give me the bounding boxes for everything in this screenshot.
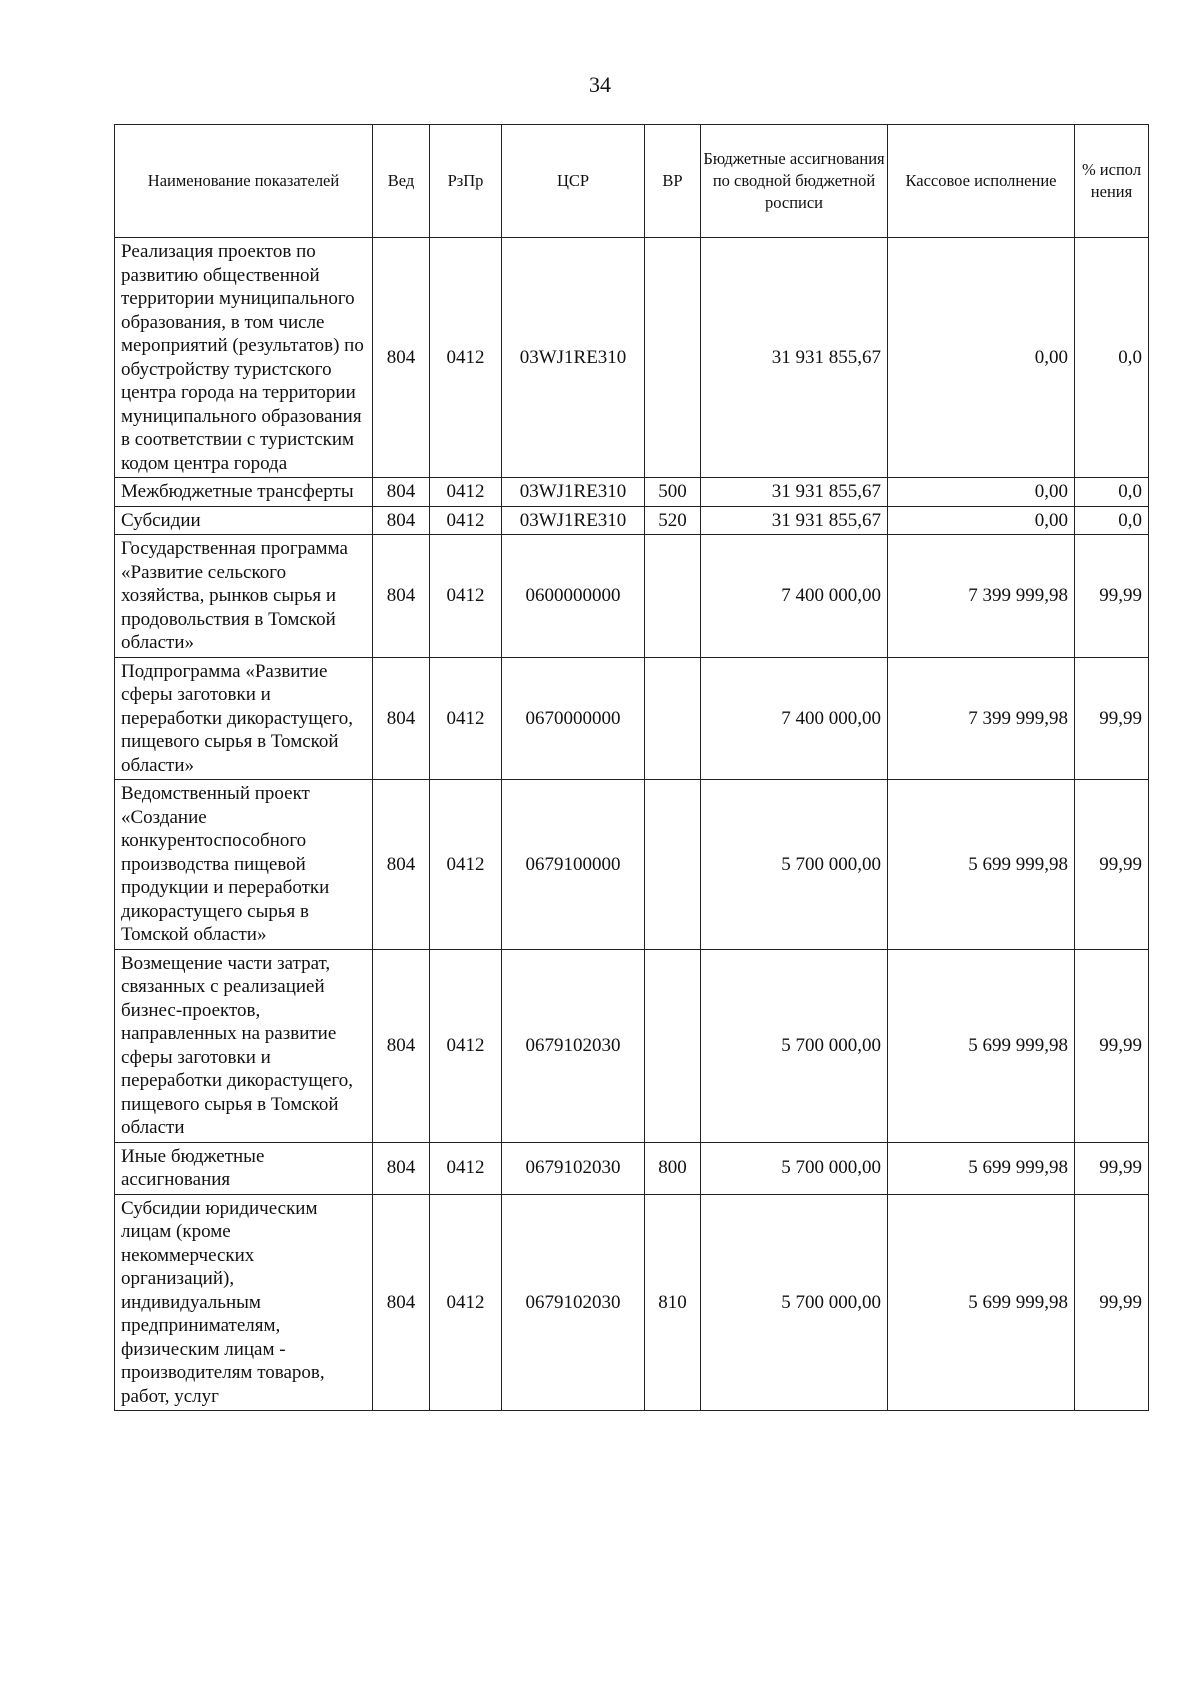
budget-amount: 7 400 000,00: [701, 657, 888, 780]
ved-code: 804: [373, 657, 430, 780]
header-vr: ВР: [645, 125, 701, 238]
vr-code: [645, 780, 701, 950]
ved-code: 804: [373, 949, 430, 1142]
table-row: [115, 780, 1149, 950]
csr-code: 03WJ1RE310: [502, 478, 645, 507]
cash-amount: 5 699 999,98: [888, 1142, 1075, 1194]
rzpr-code: 0412: [430, 535, 502, 658]
budget-execution-table: [114, 124, 1149, 1411]
execution-percent: 99,99: [1075, 1194, 1149, 1411]
table-row: [115, 657, 1149, 780]
table-row: [115, 506, 1149, 535]
cash-amount: 0,00: [888, 478, 1075, 507]
header-csr: ЦСР: [502, 125, 645, 238]
csr-code: 03WJ1RE310: [502, 238, 645, 478]
cash-amount: 5 699 999,98: [888, 949, 1075, 1142]
vr-code: [645, 657, 701, 780]
cash-amount: 5 699 999,98: [888, 780, 1075, 950]
indicator-name: Межбюджетные трансферты: [115, 478, 373, 507]
execution-percent: 99,99: [1075, 657, 1149, 780]
budget-amount: 5 700 000,00: [701, 1194, 888, 1411]
execution-percent: 99,99: [1075, 535, 1149, 658]
indicator-name: Субсидии юридическим лицам (кроме некоммерческих организаций), индивидуальным предпринимателям, физическим лицам - производителям товаров, работ, услуг: [115, 1194, 373, 1411]
budget-amount: 5 700 000,00: [701, 949, 888, 1142]
budget-amount: 7 400 000,00: [701, 535, 888, 658]
indicator-name: Подпрограмма «Развитие сферы заготовки и переработки дикорастущего, пищевого сырья в Томской области»: [115, 657, 373, 780]
cash-amount: 5 699 999,98: [888, 1194, 1075, 1411]
execution-percent: 99,99: [1075, 780, 1149, 950]
ved-code: 804: [373, 506, 430, 535]
cash-amount: 0,00: [888, 238, 1075, 478]
table-row: [115, 1142, 1149, 1194]
vr-code: [645, 949, 701, 1142]
csr-code: 03WJ1RE310: [502, 506, 645, 535]
indicator-name: Реализация проектов по развитию общественной территории муниципального образования, в том числе мероприятий (результатов) по обустройству туристского центра города на территории муниципального образования в соответствии с туристским кодом центра города: [115, 238, 373, 478]
execution-percent: 0,0: [1075, 478, 1149, 507]
header-indicator-name: Наименование показателей: [115, 125, 373, 238]
vr-code: 810: [645, 1194, 701, 1411]
budget-amount: 31 931 855,67: [701, 506, 888, 535]
execution-percent: 0,0: [1075, 506, 1149, 535]
csr-code: 0600000000: [502, 535, 645, 658]
rzpr-code: 0412: [430, 478, 502, 507]
header-execution-percent: % испол нения: [1075, 125, 1149, 238]
ved-code: 804: [373, 780, 430, 950]
vr-code: 520: [645, 506, 701, 535]
csr-code: 0679102030: [502, 949, 645, 1142]
csr-code: 0679100000: [502, 780, 645, 950]
vr-code: 500: [645, 478, 701, 507]
budget-amount: 31 931 855,67: [701, 478, 888, 507]
table-row: [115, 535, 1149, 658]
header-ved: Вед: [373, 125, 430, 238]
vr-code: 800: [645, 1142, 701, 1194]
page-number: 34: [589, 72, 611, 97]
execution-percent: 0,0: [1075, 238, 1149, 478]
vr-code: [645, 535, 701, 658]
rzpr-code: 0412: [430, 506, 502, 535]
table-header-row: [115, 125, 1149, 238]
execution-percent: 99,99: [1075, 949, 1149, 1142]
csr-code: 0679102030: [502, 1142, 645, 1194]
cash-amount: 0,00: [888, 506, 1075, 535]
header-rzpr: РзПр: [430, 125, 502, 238]
rzpr-code: 0412: [430, 238, 502, 478]
indicator-name: Ведомственный проект «Создание конкурентоспособного производства пищевой продукции и переработки дикорастущего сырья в Томской области»: [115, 780, 373, 950]
header-cash-execution: Кассовое исполнение: [888, 125, 1075, 238]
header-budget-allocations: Бюджетные ассигнования по сводной бюджетной росписи: [701, 125, 888, 238]
rzpr-code: 0412: [430, 949, 502, 1142]
execution-percent: 99,99: [1075, 1142, 1149, 1194]
csr-code: 0679102030: [502, 1194, 645, 1411]
vr-code: [645, 238, 701, 478]
table-row: [115, 1194, 1149, 1411]
cash-amount: 7 399 999,98: [888, 535, 1075, 658]
ved-code: 804: [373, 1142, 430, 1194]
table-row: [115, 478, 1149, 507]
ved-code: 804: [373, 1194, 430, 1411]
indicator-name: Государственная программа «Развитие сельского хозяйства, рынков сырья и продовольствия в Томской области»: [115, 535, 373, 658]
indicator-name: Субсидии: [115, 506, 373, 535]
budget-amount: 5 700 000,00: [701, 780, 888, 950]
table-row: [115, 949, 1149, 1142]
ved-code: 804: [373, 238, 430, 478]
budget-amount: 5 700 000,00: [701, 1142, 888, 1194]
budget-amount: 31 931 855,67: [701, 238, 888, 478]
table-row: [115, 238, 1149, 478]
rzpr-code: 0412: [430, 1142, 502, 1194]
ved-code: 804: [373, 535, 430, 658]
indicator-name: Возмещение части затрат, связанных с реализацией бизнес-проектов, направленных на развитие сферы заготовки и переработки дикорастущего, пищевого сырья в Томской области: [115, 949, 373, 1142]
cash-amount: 7 399 999,98: [888, 657, 1075, 780]
csr-code: 0670000000: [502, 657, 645, 780]
rzpr-code: 0412: [430, 657, 502, 780]
rzpr-code: 0412: [430, 780, 502, 950]
indicator-name: Иные бюджетные ассигнования: [115, 1142, 373, 1194]
rzpr-code: 0412: [430, 1194, 502, 1411]
ved-code: 804: [373, 478, 430, 507]
